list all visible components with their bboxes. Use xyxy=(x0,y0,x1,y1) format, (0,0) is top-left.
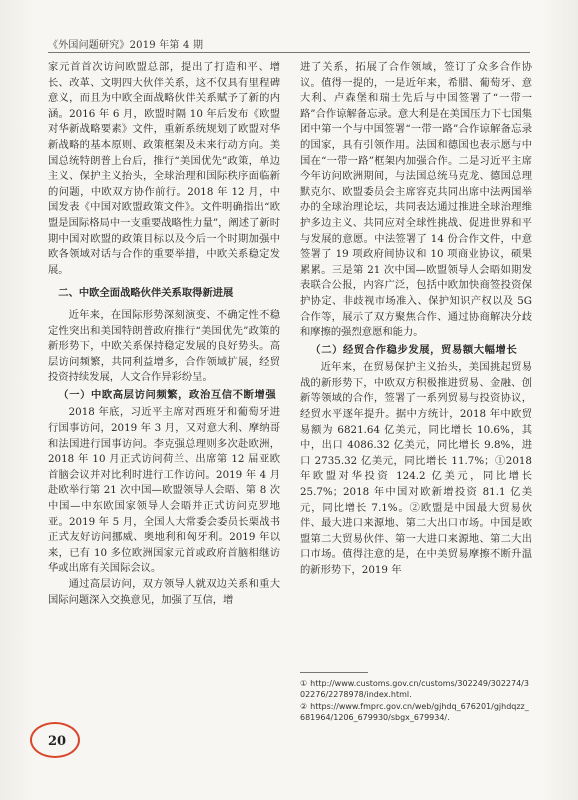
subsection-heading: （一）中欧高层访问频繁，政治互信不断增强 xyxy=(58,388,277,401)
body-paragraph: 近年来，在贸易保护主义抬头，美国挑起贸易战的新形势下，中欧双方积极推进贸易、金融、创新等领域的合作，签署了一系列贸易与投资协议，经贸水平逐年提升。据中方统计，2018 年中欧贸易额为 6821.64 亿美元，同比增长 10.6%，其中，出口 4086.32 亿美元，同比增长 9.8%，进口 2735.32 亿美元，同比增长 11.7%；①2018 年欧盟对华投资 124.2 亿美元，同比增长 25.7%；2018 年中国对欧新增投资 81.1 亿美元，同比增长 7.1%。②欧盟是中国最大贸易伙伴、最大进口来源地、第二大出口市场。中国是欧盟第二大贸易伙伴、第一大进口来源地、第二大出口市场。值得注意的是，在中美贸易摩擦不断升温的新形势下，2019 年 xyxy=(300,361,532,576)
body-paragraph: 近年来，在国际形势深刻演变、不确定性不稳定性突出和美国特朗普政府推行“美国优先”政策的新形势下，中欧关系保持稳定发展的良好势头。高层访问频繁，共同利益增多，合作领域扩展，经贸投资持续发展，人文合作异彩纷呈。 xyxy=(48,308,280,384)
footnote-mark: ② xyxy=(300,701,308,711)
section-heading: 二、中欧全面战略伙伴关系取得新进展 xyxy=(58,287,234,300)
body-paragraph: 家元首首次访问欧盟总部，提出了打造和平、增长、改革、文明四大伙伴关系，这不仅具有里程碑意义，而且为中欧全面战略伙伴关系赋予了新的内涵。2016 年 6 月，欧盟时隔 10 年后发布《欧盟对华新战略要素》文件，重新系统规划了欧盟对华新战略的基本原则、政策框架及未来行动方向。美国总统特朗普上台后，推行“美国优先”政策，单边主义、保护主义抬头，全球治理和国际秩序面临新的问题，中欧双方协作前行。2018 年 12 月，中国发表《中国对欧盟政策文件》。文件明确指出“欧盟是国际格局中一支重要战略性力量”，阐述了新时期中国对欧盟的政策目标以及今后一个时期加强中欧各领域对话与合作的重要举措，中欧关系稳定发展。 xyxy=(48,61,280,276)
footnote-item xyxy=(300,678,532,701)
footnotes xyxy=(300,678,532,724)
body-paragraph: 通过高层访问，双方领导人就双边关系和重大国际问题深入交换意见，加强了互信，增 xyxy=(48,578,280,606)
left-column xyxy=(48,60,280,608)
footnote-mark: ① xyxy=(300,679,308,688)
body-paragraph: 进了关系，拓展了合作领域，签订了众多合作协议。值得一提的，一是近年来，希腊、葡萄牙、意大利、卢森堡和瑞士先后与中国签署了“一带一路”合作谅解备忘录。意大利是在美国压力下七国集团中第一个与中国签署“一带一路”合作谅解备忘录的国家，具有引领作用。法国和德国也表示愿与中国在“一带一路”框架内加强合作。二是习近平主席今年访问欧洲期间，与法国总统马克龙、德国总理默克尔、欧盟委员会主席容克共同出席中法两国举办的全球治理论坛，共同表达通过推进全球治理维护多边主义、共同应对全球性挑战、促进世界和平与发展的意愿。中法签署了 14 份合作文件，中意签署了 19 项政府间协议和 10 项商业协议，硕果累累。三是第 21 次中国—欧盟领导人会晤如期发表联合公报，内容广泛，包括中欧加快商签投资保护协定、非歧视市场准入、保护知识产权以及 5G 合作等，展示了双方聚焦合作、通过协商解决分歧和摩擦的强烈意愿和能力。 xyxy=(300,61,532,339)
header-rule xyxy=(48,52,530,53)
body-paragraph: 2018 年底，习近平主席对西班牙和葡萄牙进行国事访问，2019 年 3 月，又对意大利、摩纳哥和法国进行国事访问。李克强总理则多次赴欧洲，2018 年 10 月正式访问荷兰、出席第 12 届亚欧首脑会议并对比利时进行工作访问。2019 年 4 月赴欧举行第 21 次中国—欧盟领导人会晤、第 8 次中国—中东欧国家领导人会晤并正式访问克罗地亚。2019 年 5 月，全国人大常委会委员长栗战书正式友好访问挪威、奥地利和匈牙利。2019 年以来，已有 10 多位欧洲国家元首或政府首脑相继访华或出席有关国际会议。 xyxy=(48,406,280,575)
page-number: 20 xyxy=(48,734,67,749)
footnote-item xyxy=(300,701,532,724)
footnote-rule xyxy=(300,672,368,673)
running-header: 《外国问题研究》2019 年第 4 期 xyxy=(48,40,204,51)
subsection-heading: （二）经贸合作稳步发展，贸易额大幅增长 xyxy=(310,343,518,356)
right-column xyxy=(300,60,532,579)
footnote-link[interactable]: http://www.customs.gov.cn/customs/302249/302274/302276/2278978/index.html. xyxy=(300,679,529,700)
footnote-link[interactable]: https://www.fmprc.gov.cn/web/gjhdq_676201/gjhdqzz_681964/1206_679930/sbgx_679934/. xyxy=(300,701,529,723)
